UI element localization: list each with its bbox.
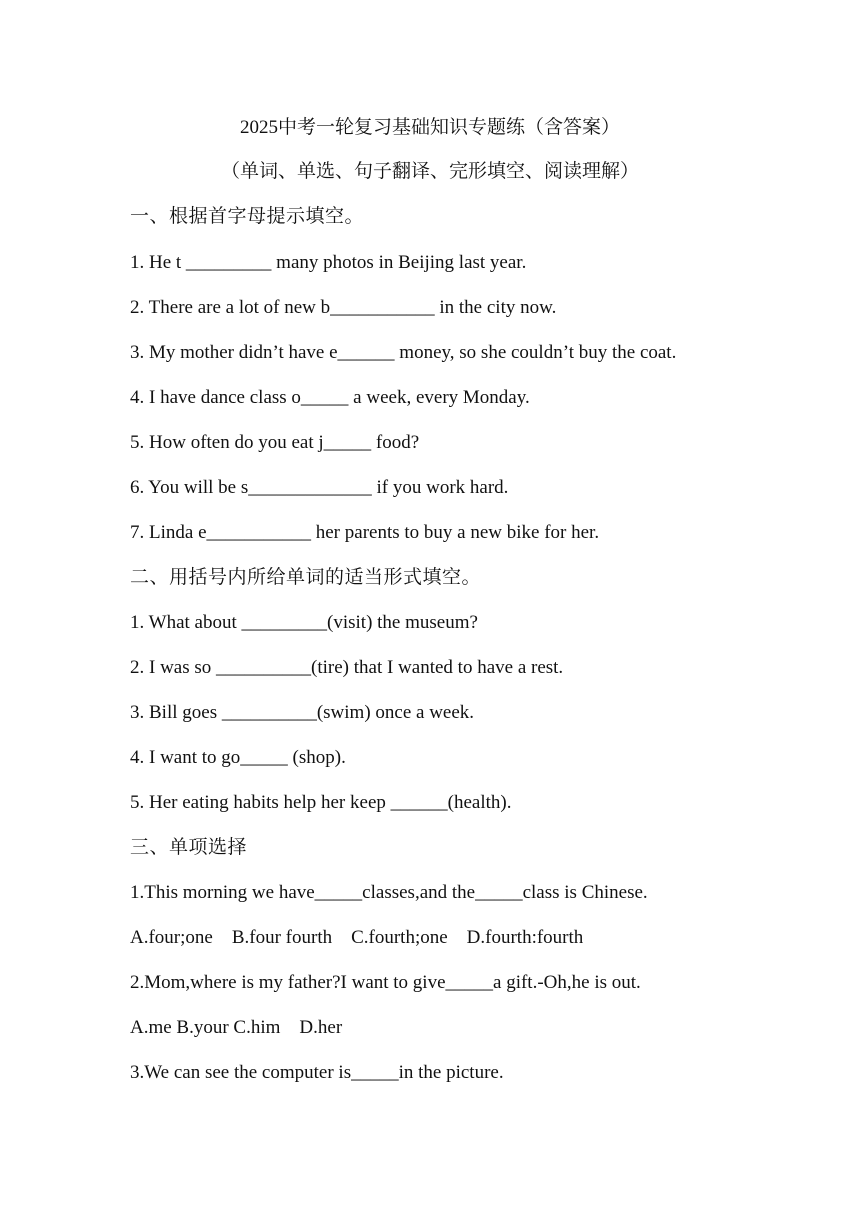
document-title: 2025中考一轮复习基础知识专题练（含答案）	[239, 117, 620, 138]
section-2-item: 5. Her eating habits help her keep ______(health).	[130, 792, 512, 813]
section-2-item: 2. I was so __________(tire) that I wanted to have a rest.	[130, 657, 564, 678]
section-2-item: 3. Bill goes __________(swim) once a week.	[130, 702, 475, 723]
section-2-item: 1. What about _________(visit) the museum?	[130, 612, 478, 633]
question-3: 3.We can see the computer is_____in the picture.	[130, 1062, 504, 1083]
section-2-heading: 二、用括号内所给单词的适当形式填空。	[130, 567, 482, 588]
section-1-item: 4. I have dance class o_____ a week, every Monday.	[130, 387, 530, 408]
section-1-item: 3. My mother didn’t have e______ money, so she couldn’t buy the coat.	[130, 342, 677, 363]
section-3-heading: 三、单项选择	[130, 837, 248, 858]
section-1-item: 6. You will be s_____________ if you work hard.	[130, 477, 509, 498]
question-1-options: A.four;one B.four fourth C.fourth;one D.fourth:fourth	[130, 927, 584, 948]
section-2-item: 4. I want to go_____ (shop).	[130, 747, 346, 768]
section-1-item: 1. He t _________ many photos in Beijing last year.	[130, 252, 527, 273]
question-1: 1.This morning we have_____classes,and the_____class is Chinese.	[130, 882, 648, 903]
section-1-item: 7. Linda e___________ her parents to buy a new bike for her.	[130, 522, 600, 543]
section-1-item: 5. How often do you eat j_____ food?	[130, 432, 420, 453]
section-1-heading: 一、根据首字母提示填空。	[130, 206, 365, 227]
section-1-item: 2. There are a lot of new b___________ in the city now.	[130, 297, 557, 318]
question-2-options: A.me B.your C.him D.her	[130, 1017, 343, 1038]
question-2: 2.Mom,where is my father?I want to give_____a gift.-Oh,he is out.	[130, 972, 641, 993]
document-subtitle: （单词、单选、句子翻译、完形填空、阅读理解）	[220, 161, 639, 182]
